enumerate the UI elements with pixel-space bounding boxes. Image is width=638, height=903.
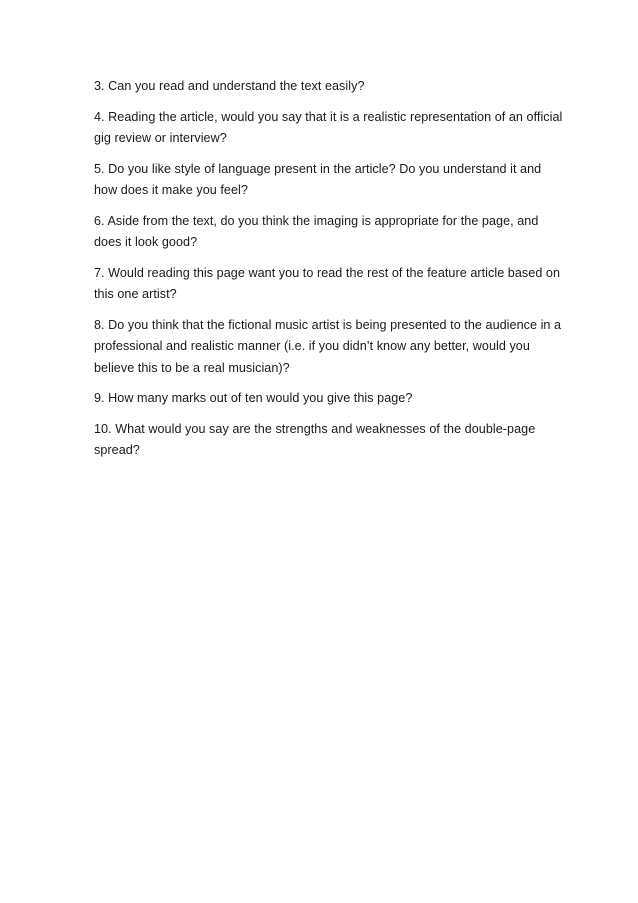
question-8: 8. Do you think that the fictional music artist is being presented to the audience in a professional and realistic manner (i.e. if you didn’t know any better, would you believe this to be a real musician)?: [94, 317, 562, 375]
question-10: 10. What would you say are the strengths and weaknesses of the double-page spread?: [94, 421, 536, 457]
question-5: 5. Do you like style of language present in the article? Do you understand it and how does it make you feel?: [94, 161, 542, 197]
question-9: 9. How many marks out of ten would you give this page?: [94, 391, 413, 405]
question-list: [94, 76, 564, 471]
question-6: 6. Aside from the text, do you think the imaging is appropriate for the page, and does it look good?: [94, 213, 539, 249]
question-3: 3. Can you read and understand the text easily?: [94, 79, 365, 93]
question-7: 7. Would reading this page want you to read the rest of the feature article based on this one artist?: [94, 265, 561, 301]
question-4: 4. Reading the article, would you say that it is a realistic representation of an official gig review or interview?: [94, 109, 563, 145]
